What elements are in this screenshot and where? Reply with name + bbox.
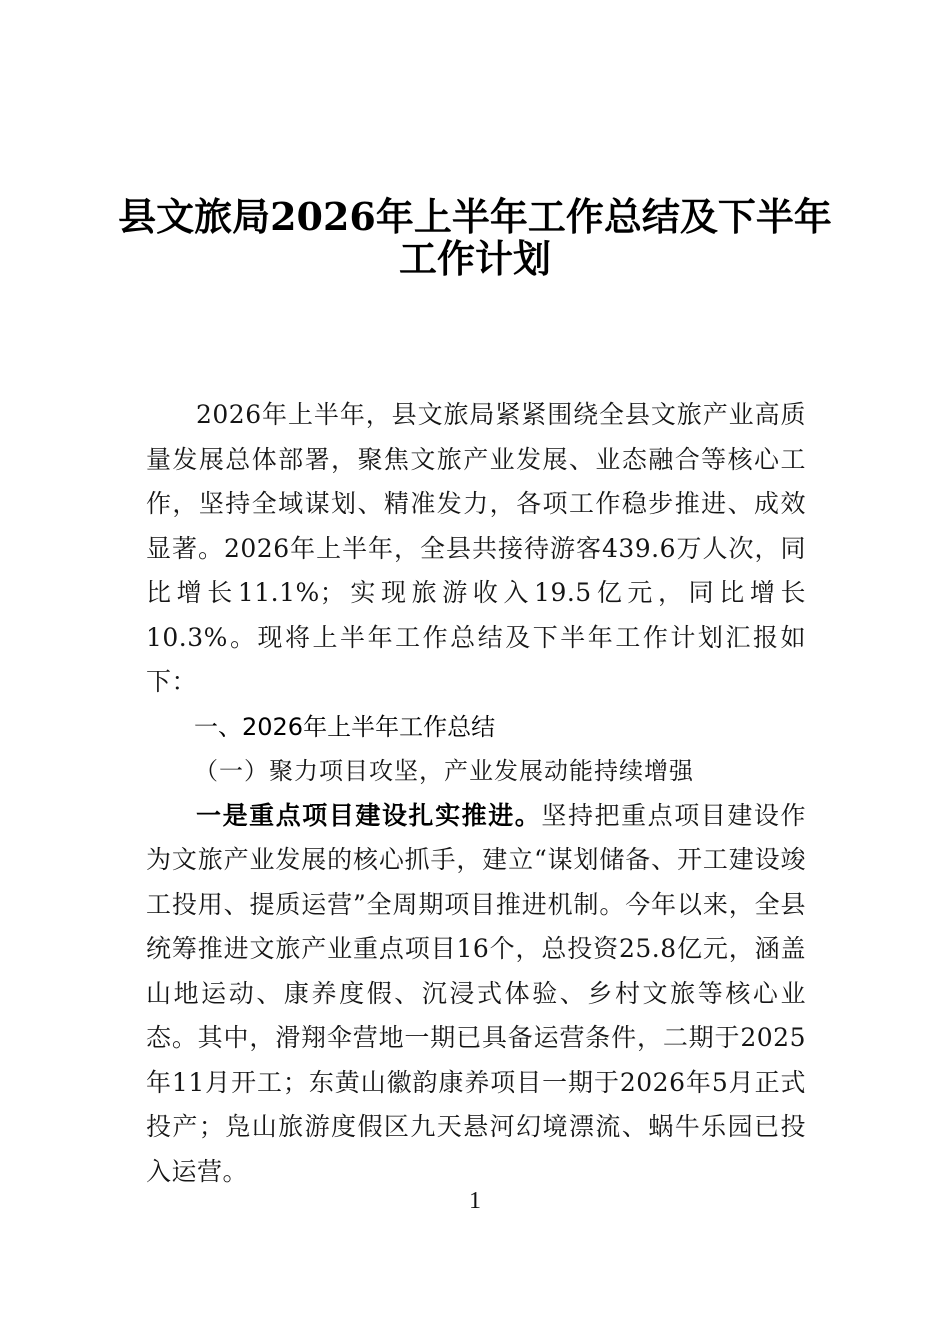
intro-paragraph: 2026年上半年，县文旅局紧紧围绕全县文旅产业高质量发展总体部署，聚焦文旅产业发展、业态融合等核心工作，坚持全域谋划、精准发力，各项工作稳步推进、成效显著。2026年上半年，全县共接待游客439.6万人次，同比增长11.1%；实现旅游收入19.5亿元，同比增长10.3%。现将上半年工作总结及下半年工作计划汇报如下：	[146, 400, 806, 696]
subsection-heading: （一）聚力项目攻坚，产业发展动能持续增强	[194, 757, 694, 785]
paragraph-body-text: 坚持把重点项目建设作为文旅产业发展的核心抓手，建立“谋划储备、开工建设竣工投用、提质运营”全周期项目推进机制。今年以来，全县统筹推进文旅产业重点项目16个，总投资25.8亿元，涵盖山地运动、康养度假、沉浸式体验、乡村文旅等核心业态。其中，滑翔伞营地一期已具备运营条件，二期于2025年11月开工；东黄山徽韵康养项目一期于2026年5月正式投产；凫山旅游度假区九天悬河幻境漂流、蜗牛乐园已投入运营。	[146, 800, 806, 1186]
page-number: 1	[469, 1188, 481, 1214]
document-title-line-1: 县文旅局2026年上半年工作总结及下半年	[118, 194, 832, 239]
project-paragraph	[146, 794, 806, 1195]
section-heading: 一、2026年上半年工作总结	[194, 712, 496, 741]
document-title-line-2: 工作计划	[398, 236, 551, 281]
paragraph-lead-text: 一是重点项目建设扎实推进。	[196, 800, 542, 830]
document-body	[146, 393, 806, 1194]
